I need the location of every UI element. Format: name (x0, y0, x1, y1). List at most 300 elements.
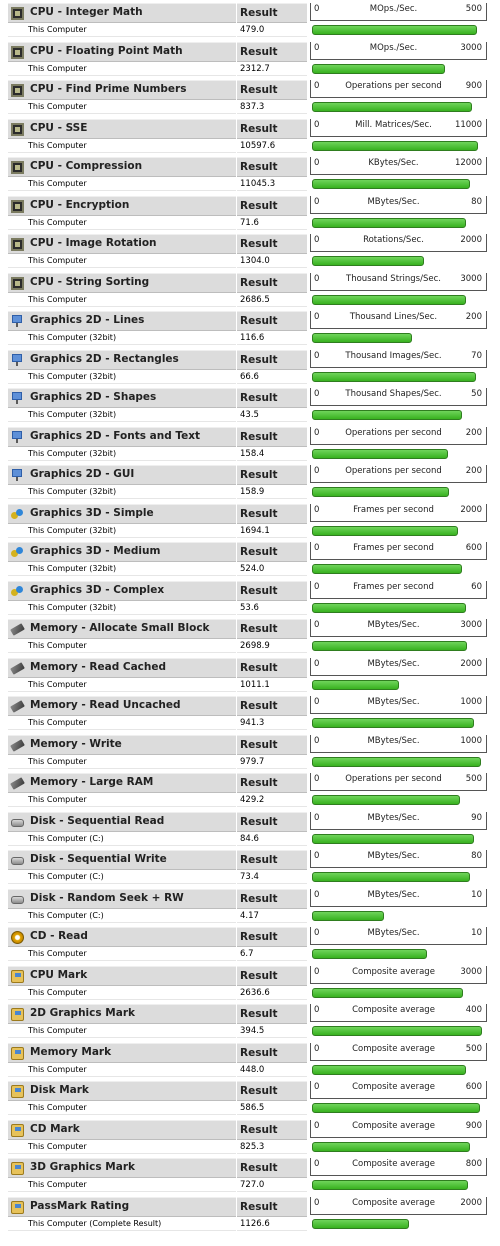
result-value-cell (237, 178, 307, 191)
scale-unit: MBytes/Sec. (367, 851, 420, 861)
scale-min: 0 (314, 1120, 320, 1131)
memory-stick-icon (10, 777, 25, 790)
result-header (237, 196, 307, 216)
result-bar-chart (310, 427, 490, 461)
result-bar-chart (310, 1004, 490, 1038)
benchmark-row (0, 77, 500, 115)
scale-unit: Composite average (352, 1197, 435, 1208)
result-bar-chart (310, 273, 490, 307)
computer-label: This Computer (28, 987, 87, 997)
result-bar (312, 487, 449, 497)
scale-max: 3000 (460, 273, 482, 284)
result-value: 43.5 (240, 410, 259, 420)
result-value-cell (237, 1102, 307, 1115)
result-bar (312, 25, 477, 35)
result-header (237, 735, 307, 755)
result-label: Result (240, 700, 278, 712)
test-header[interactable] (8, 773, 236, 793)
result-header (237, 388, 307, 408)
scale-unit: Operations per second (345, 427, 442, 438)
result-label: Result (240, 1123, 278, 1136)
result-value-cell (237, 948, 307, 961)
result-value: 394.5 (240, 1026, 265, 1036)
scale-unit: Frames per second (353, 504, 434, 515)
result-bar-chart (310, 1081, 490, 1115)
computer-label: This Computer (28, 1103, 87, 1112)
chart-scale (310, 696, 487, 714)
result-bar (312, 410, 462, 420)
result-bar (312, 333, 412, 343)
result-bar-chart (310, 311, 490, 345)
result-bar (312, 718, 474, 728)
result-value-cell (237, 255, 307, 268)
result-value-cell (237, 910, 307, 923)
scale-unit: Thousand Shapes/Sec. (345, 389, 442, 399)
chart-scale (310, 42, 487, 60)
cpu-chip-icon (11, 238, 24, 251)
test-header[interactable] (8, 1158, 236, 1178)
computer-label-cell (8, 409, 236, 422)
test-title: PassMark Rating (30, 1199, 130, 1212)
result-bar (312, 372, 476, 382)
test-title: Disk - Sequential Write (30, 853, 167, 865)
computer-label: This Computer (32bit) (28, 487, 117, 496)
chart-scale (310, 850, 487, 868)
result-value: 429.2 (240, 795, 265, 805)
cpu-chip-icon (11, 46, 24, 59)
test-header[interactable] (8, 1043, 236, 1063)
result-bar-chart (310, 80, 490, 114)
result-label: Result (240, 892, 278, 905)
result-value: 941.3 (240, 718, 265, 728)
result-value: 116.6 (240, 333, 265, 343)
scale-min: 0 (314, 235, 320, 245)
result-header (237, 773, 307, 793)
computer-label: This Computer (32bit) (28, 333, 117, 342)
scale-max: 3000 (460, 620, 482, 630)
scale-min: 0 (314, 158, 320, 168)
test-header[interactable] (8, 1081, 236, 1101)
result-bar (312, 295, 466, 305)
test-title: CPU Mark (30, 968, 88, 981)
test-header[interactable] (8, 388, 236, 408)
result-value-cell (237, 717, 307, 730)
test-header[interactable] (8, 157, 236, 177)
test-title: CPU - Compression (30, 160, 143, 172)
scale-unit: Composite average (352, 1159, 435, 1169)
result-value: 1126.6 (240, 1218, 270, 1229)
scale-max: 1000 (460, 735, 482, 746)
scale-unit: Composite average (352, 1005, 435, 1015)
result-value-cell (237, 294, 307, 307)
test-header[interactable] (8, 850, 236, 870)
monitor-icon (11, 431, 24, 444)
computer-label-cell (8, 1025, 236, 1038)
scale-min: 0 (314, 581, 320, 592)
benchmark-row (0, 770, 500, 808)
scale-max: 80 (471, 196, 482, 207)
test-header[interactable] (8, 735, 236, 755)
result-label: Result (240, 931, 278, 943)
scale-max: 500 (465, 774, 482, 784)
chart-scale (310, 658, 487, 676)
computer-label: This Computer (28, 25, 87, 34)
scale-min: 0 (314, 466, 320, 476)
cpu-chip-icon (11, 123, 24, 136)
chart-scale (310, 119, 487, 137)
result-value-cell (237, 332, 307, 345)
result-bar (312, 526, 458, 536)
mark-icon (11, 1162, 24, 1175)
scale-min: 0 (314, 4, 320, 14)
computer-label: This Computer (28, 63, 87, 73)
result-value: 1694.1 (240, 525, 270, 536)
chart-scale (310, 465, 487, 483)
benchmark-row (0, 809, 500, 847)
result-value-cell (237, 987, 307, 1000)
result-bar (312, 1219, 409, 1229)
test-header[interactable] (8, 311, 236, 331)
result-label: Result (240, 276, 278, 289)
scale-min: 0 (314, 504, 320, 515)
chart-scale (310, 1197, 487, 1215)
result-bar (312, 872, 470, 882)
test-title: Graphics 2D - Lines (30, 314, 145, 326)
chart-scale (310, 581, 487, 599)
scale-unit: MBytes/Sec. (367, 928, 420, 938)
result-header (237, 1197, 307, 1217)
benchmark-row (0, 424, 500, 462)
scale-unit: Composite average (352, 1043, 435, 1054)
computer-label-cell (8, 140, 236, 153)
scale-unit: KBytes/Sec. (368, 158, 419, 168)
computer-label: This Computer (28, 795, 87, 804)
scale-min: 0 (314, 350, 320, 361)
benchmark-row (0, 116, 500, 154)
result-bar-chart (310, 42, 490, 76)
result-bar-chart (310, 1158, 490, 1192)
test-title: Graphics 2D - GUI (30, 468, 135, 480)
computer-label-cell (8, 217, 236, 230)
result-bar (312, 603, 466, 613)
result-header (237, 465, 307, 485)
scale-max: 900 (465, 81, 482, 91)
test-header[interactable] (8, 1004, 236, 1024)
result-label: Result (240, 315, 278, 327)
test-title: Disk - Random Seek + RW (30, 891, 184, 904)
scale-min: 0 (314, 735, 320, 746)
result-header (237, 889, 307, 909)
result-label: Result (240, 199, 278, 212)
result-header (237, 504, 307, 524)
result-label: Result (240, 777, 278, 789)
scale-unit: Thousand Images/Sec. (345, 350, 442, 361)
test-header[interactable] (8, 812, 236, 832)
result-bar-chart (310, 658, 490, 692)
result-bar-chart (310, 1197, 490, 1231)
test-header[interactable] (8, 80, 236, 100)
scale-max: 2000 (460, 1197, 482, 1208)
result-value: 6.7 (240, 949, 254, 959)
result-value-cell (237, 371, 307, 384)
test-title: CPU - Integer Math (30, 6, 143, 18)
scale-unit: Rotations/Sec. (363, 235, 424, 245)
result-bar (312, 911, 384, 921)
test-header[interactable] (8, 234, 236, 254)
result-bar (312, 834, 474, 844)
result-header (237, 850, 307, 870)
result-bar-chart (310, 889, 490, 923)
benchmark-row (0, 1117, 500, 1155)
result-header (237, 581, 307, 601)
scale-unit: MBytes/Sec. (367, 735, 420, 746)
result-label: Result (240, 661, 278, 674)
memory-stick-icon (10, 623, 25, 636)
result-bar (312, 102, 472, 112)
result-bar-chart (310, 966, 490, 1000)
benchmark-row (0, 308, 500, 346)
result-header (237, 1081, 307, 1101)
result-bar (312, 757, 481, 767)
result-header (237, 3, 307, 23)
result-bar-chart (310, 542, 490, 576)
benchmark-row (0, 924, 500, 962)
computer-label: This Computer (28, 1026, 87, 1035)
scale-unit: MOps./Sec. (369, 42, 418, 53)
result-label: Result (240, 392, 278, 404)
scale-unit: Composite average (352, 1082, 435, 1092)
result-bar-chart (310, 465, 490, 499)
computer-label-cell (8, 987, 236, 1000)
benchmark-row (0, 886, 500, 924)
scale-unit: Composite average (352, 1120, 435, 1131)
chart-scale (310, 966, 487, 984)
test-header[interactable] (8, 119, 236, 139)
test-header[interactable] (8, 196, 236, 216)
scale-unit: Operations per second (345, 81, 442, 91)
computer-label-cell (8, 101, 236, 114)
result-bar (312, 449, 448, 459)
monitor-icon (11, 354, 24, 367)
computer-label: This Computer (28, 294, 87, 304)
benchmark-row (0, 578, 500, 616)
scale-max: 3000 (460, 966, 482, 977)
result-value-cell (237, 563, 307, 576)
chart-scale (310, 311, 487, 329)
test-header[interactable] (8, 542, 236, 562)
computer-label: This Computer (28, 641, 87, 650)
computer-label-cell (8, 563, 236, 576)
benchmark-row (0, 193, 500, 231)
result-label: Result (240, 238, 278, 250)
benchmark-row (0, 501, 500, 539)
scale-min: 0 (314, 658, 320, 669)
scale-max: 12000 (454, 158, 482, 168)
test-title: CPU - SSE (30, 121, 88, 134)
result-bar (312, 1026, 482, 1036)
test-header[interactable] (8, 927, 236, 947)
scale-unit: Frames per second (353, 543, 434, 553)
computer-label-cell (8, 602, 236, 615)
computer-label-cell (8, 794, 236, 807)
test-title: Disk Mark (30, 1084, 89, 1096)
result-value-cell (237, 640, 307, 653)
scale-max: 2000 (460, 504, 482, 515)
result-value-cell (237, 679, 307, 692)
test-header[interactable] (8, 427, 236, 447)
result-value: 2636.6 (240, 987, 270, 998)
computer-label-cell (8, 871, 236, 884)
test-title: Graphics 3D - Complex (30, 583, 165, 596)
result-label: Result (240, 623, 278, 635)
computer-label: This Computer (28, 1180, 87, 1189)
test-header[interactable] (8, 696, 236, 716)
result-value: 158.4 (240, 448, 265, 459)
result-bar (312, 795, 460, 805)
test-header[interactable] (8, 1197, 236, 1217)
result-bar-chart (310, 388, 490, 422)
result-value: 2698.9 (240, 641, 270, 651)
chart-scale (310, 196, 487, 214)
test-title: Graphics 2D - Fonts and Text (30, 429, 201, 442)
test-header[interactable] (8, 1120, 236, 1140)
test-header[interactable] (8, 889, 236, 909)
scale-min: 0 (314, 812, 320, 823)
mark-icon (11, 1124, 24, 1137)
result-label: Result (240, 430, 278, 443)
scale-max: 500 (465, 1043, 482, 1054)
scale-min: 0 (314, 928, 320, 938)
test-title: Graphics 2D - Shapes (30, 391, 157, 403)
scale-min: 0 (314, 312, 320, 322)
result-value: 1011.1 (240, 679, 270, 690)
benchmark-row (0, 539, 500, 577)
computer-label-cell (8, 332, 236, 345)
chart-scale (310, 619, 487, 637)
test-header[interactable] (8, 273, 236, 293)
scale-unit: MBytes/Sec. (367, 196, 420, 207)
result-label: Result (240, 1200, 278, 1213)
chart-scale (310, 388, 487, 406)
scale-max: 600 (465, 1082, 482, 1092)
chart-scale (310, 889, 487, 907)
result-bar (312, 1103, 480, 1113)
scale-min: 0 (314, 851, 320, 861)
result-bar (312, 949, 427, 959)
scale-min: 0 (314, 1197, 320, 1208)
result-value-cell (237, 1179, 307, 1192)
computer-label-cell (8, 1218, 236, 1231)
computer-label-cell (8, 371, 236, 384)
test-header[interactable] (8, 465, 236, 485)
benchmark-row (0, 1001, 500, 1039)
result-value: 66.6 (240, 371, 259, 382)
test-header[interactable] (8, 966, 236, 986)
cd-icon (11, 931, 24, 944)
result-label: Result (240, 45, 278, 58)
test-title: 3D Graphics Mark (30, 1161, 135, 1173)
result-bar (312, 1065, 466, 1075)
benchmark-row (0, 693, 500, 731)
result-header (237, 1043, 307, 1063)
result-value: 2686.5 (240, 294, 270, 305)
computer-label-cell (8, 525, 236, 538)
result-value: 524.0 (240, 564, 265, 574)
result-bar-chart (310, 581, 490, 615)
result-header (237, 80, 307, 100)
hard-disk-icon (11, 857, 24, 865)
benchmark-row (0, 462, 500, 500)
test-header[interactable] (8, 619, 236, 639)
result-bar (312, 141, 478, 151)
scale-max: 60 (471, 581, 482, 592)
test-header[interactable] (8, 658, 236, 678)
result-header (237, 542, 307, 562)
benchmark-row (0, 39, 500, 77)
computer-label: This Computer (28, 949, 87, 958)
test-title: CPU - Encryption (30, 198, 130, 211)
computer-label-cell (8, 294, 236, 307)
scale-max: 200 (465, 427, 482, 438)
scale-max: 500 (465, 4, 482, 14)
result-label: Result (240, 353, 278, 366)
test-title: Graphics 3D - Simple (30, 506, 154, 519)
chart-scale (310, 234, 487, 252)
test-header[interactable] (8, 350, 236, 370)
result-bar-chart (310, 119, 490, 153)
result-bar-chart (310, 773, 490, 807)
computer-label: This Computer (32bit) (28, 448, 117, 458)
result-value-cell (237, 63, 307, 76)
scale-max: 2000 (460, 658, 482, 669)
chart-scale (310, 1081, 487, 1099)
result-header (237, 119, 307, 139)
result-header (237, 234, 307, 254)
scale-min: 0 (314, 389, 320, 399)
result-value: 448.0 (240, 1064, 265, 1075)
test-title: Disk - Sequential Read (30, 814, 165, 827)
computer-label: This Computer (C:) (28, 910, 104, 920)
test-title: 2D Graphics Mark (30, 1007, 135, 1019)
test-header[interactable] (8, 581, 236, 601)
scale-max: 900 (465, 1120, 482, 1131)
scale-unit: Operations per second (345, 466, 442, 476)
computer-label: This Computer (32bit) (28, 602, 117, 612)
benchmark-row (0, 0, 500, 38)
result-value-cell (237, 1141, 307, 1154)
result-bar-chart (310, 735, 490, 769)
test-header[interactable] (8, 504, 236, 524)
scale-unit: MBytes/Sec. (367, 889, 420, 900)
computer-label-cell (8, 1064, 236, 1077)
result-value-cell (237, 871, 307, 884)
test-header[interactable] (8, 42, 236, 62)
chart-scale (310, 350, 487, 368)
computer-label-cell (8, 1179, 236, 1192)
result-value: 979.7 (240, 756, 265, 767)
chart-scale (310, 3, 487, 21)
computer-label: This Computer (32bit) (28, 371, 117, 381)
computer-label: This Computer (28, 756, 87, 766)
benchmark-row (0, 655, 500, 693)
monitor-icon (11, 469, 24, 482)
test-header[interactable] (8, 3, 236, 23)
memory-stick-icon (10, 739, 25, 752)
chart-scale (310, 812, 487, 830)
scale-unit: Thousand Strings/Sec. (346, 273, 441, 284)
result-label: Result (240, 1162, 278, 1174)
result-label: Result (240, 469, 278, 481)
